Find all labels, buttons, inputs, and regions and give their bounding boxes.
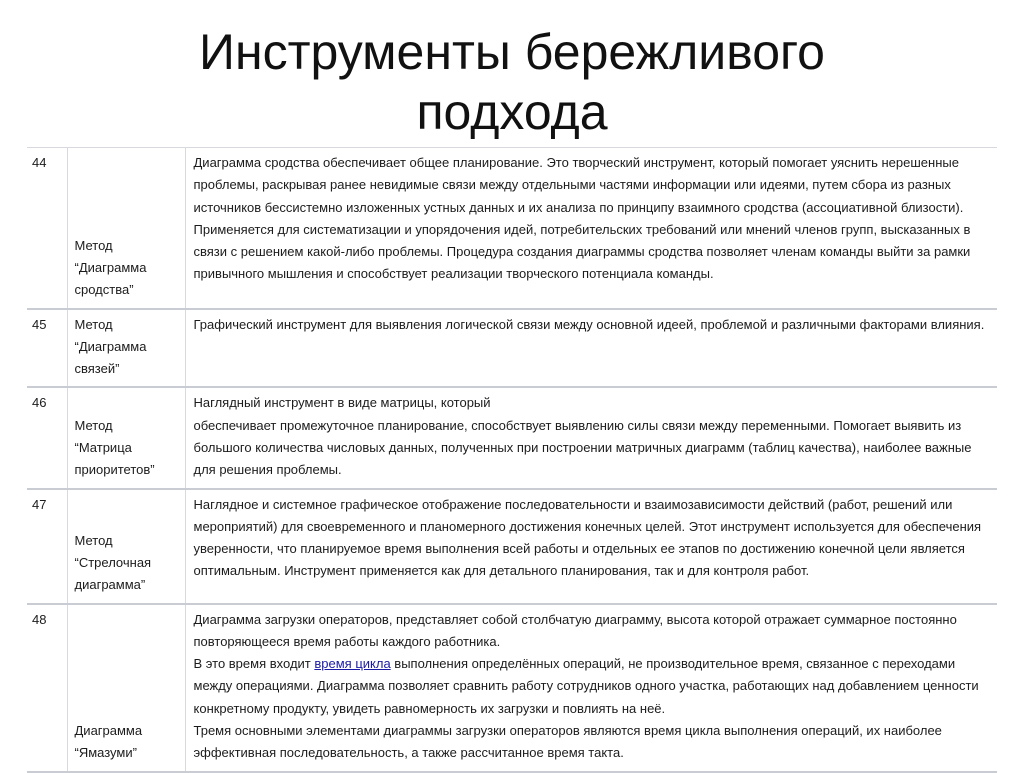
tool-name-line: Метод: [74, 417, 113, 433]
tool-description-rest: обеспечивает промежуточное планирование, способствует выявлению силы связи между переменными. Помогает выявить из большого количества числовых данных, полученных при построении матричных диаграмм (таблиц качества), наиболее важные для решения проблемы.: [193, 417, 972, 478]
tool-name: [67, 489, 185, 604]
row-number: 46: [27, 387, 67, 488]
row-number: 44: [27, 148, 67, 309]
tool-name: [67, 309, 185, 388]
tool-description: Наглядное и системное графическое отображение последовательности и взаимозависимости действий (работ, решений или мероприятий) для своевременного и планомерного достижения конечных целей. Этот инструмент используется для обеспечения уверенности, что планируемое время выполнения всей работы и отдельных ее этапов по достижению конечной цели является оптимальным. Инструмент применяется как для детального планирования, так и для контроля работ.: [185, 489, 997, 604]
tool-name-line: “Стрелочная: [74, 554, 152, 570]
tool-name-line: “Диаграмма: [74, 259, 147, 275]
slide-title-line-1: Инструменты бережливого: [199, 24, 825, 80]
cycle-time-link[interactable]: время цикла: [314, 656, 391, 672]
row-number: 45: [27, 309, 67, 388]
tool-name: [67, 604, 185, 772]
table-row: [27, 309, 997, 388]
tool-name-line: Метод: [74, 237, 113, 253]
tool-name-line: диаграмма”: [74, 577, 146, 593]
tool-name-line: Диаграмма: [74, 723, 143, 739]
tool-description: Диаграмма сродства обеспечивает общее планирование. Это творческий инструмент, который помогает уяснить нерешенные проблемы, раскрывая ранее невидимые связи между отдельными частями информации или идеями, путем сбора из разных источников бессистемно изложенных устных данных и их анализа по принципу взаимного сродства (ассоциативной близости). Применяется для систематизации и упорядочения идей, потребительских требований или мнений членов групп, высказанных в связи с решением какой-либо проблемы. Процедура создания диаграммы сродства позволяет членам команды выйти за рамки привычного мышления и способствует реализации творческого потенциала команды.: [185, 148, 997, 309]
tool-name-line: “Матрица: [74, 439, 132, 455]
paragraph-text: В это время входит: [193, 656, 315, 672]
tool-name-line: сродства”: [74, 282, 134, 298]
table-row: [27, 604, 997, 772]
tool-description-paragraph-1: Диаграмма загрузки операторов, представляет собой столбчатую диаграмму, высота которой отражает суммарное постоянно повторяющееся время работы каждого работника.: [193, 611, 957, 649]
row-number: 47: [27, 489, 67, 604]
tool-description-paragraph-3: Тремя основными элементами диаграммы загрузки операторов являются время цикла выполнения операций, их наиболее эффективная последовательность, а также рассчитанное время такта.: [193, 723, 942, 761]
tool-name-line: “Диаграмма: [74, 338, 147, 354]
tool-description: [185, 604, 997, 772]
tool-name-line: связей”: [74, 361, 120, 377]
tool-name-line: Метод: [74, 316, 113, 332]
tools-table: [27, 147, 997, 773]
table-row: [27, 148, 997, 309]
tool-name: [67, 148, 185, 309]
paragraph-text: выполнения определённых операций, не производительное время, связанное с переходами между операциями. Диаграмма позволяет сравнить работу сотрудников одного участка, работающих над добавлением ценности конкретному продукту, увидеть равномерность их загрузки и повлиять на неё.: [193, 656, 979, 716]
tool-description: Графический инструмент для выявления логической связи между основной идеей, проблемой и различными факторами влияния.: [185, 309, 997, 388]
tool-name-line: приоритетов”: [74, 462, 155, 478]
tool-name-line: Метод: [74, 532, 113, 548]
tool-description: [185, 387, 997, 488]
row-number: 48: [27, 604, 67, 772]
table-row: [27, 489, 997, 604]
tool-description-paragraph-2: [194, 653, 988, 720]
table-row: [27, 387, 997, 488]
tool-description-line: Наглядный инструмент в виде матрицы, который: [193, 395, 491, 411]
slide-title-line-2: подхода: [416, 84, 608, 140]
tool-name-line: “Ямазуми”: [74, 745, 137, 761]
tool-name: [67, 387, 185, 488]
slide-title: [0, 22, 1024, 142]
